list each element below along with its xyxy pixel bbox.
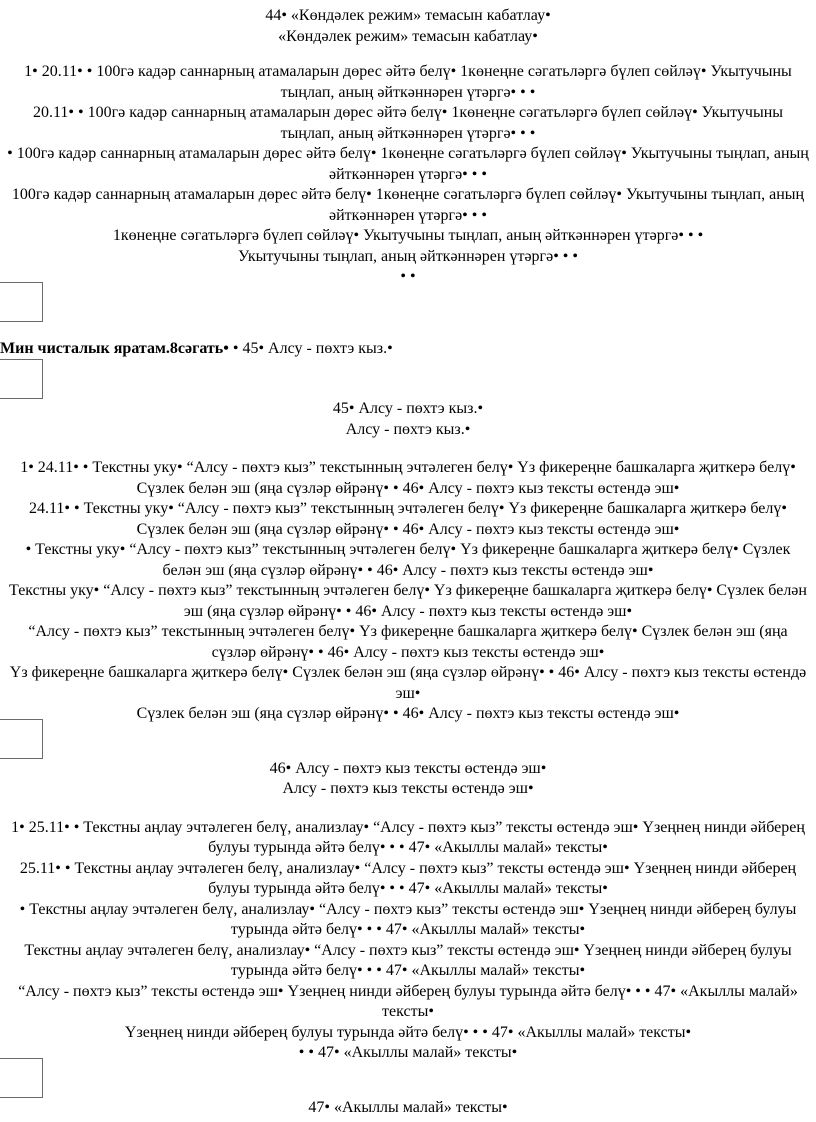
text-line: «Көндәлек режим» темасын кабатлау• — [278, 27, 538, 45]
text-line: “Алсу - пөхтэ кыз” текстынның эчтәлеген белү• Үз фикереңне башкаларга җиткерә белү• Сүзлек белән эш (яңа сүзләр өйрәнү• • 46• Алсу - пөхтэ кыз тексты өстендә эш• — [28, 623, 788, 661]
empty-table-cell-4 — [0, 1058, 43, 1098]
text-line: 46• Алсу - пөхтэ кыз тексты өстендә эш• — [269, 759, 547, 777]
text-line: • Текстны уку• “Алсу - пөхтэ кыз” текстынның эчтәлеген белү• Үз фикереңне башкаларга җиткерә белү• Сүзлек белән эш (яңа сүзләр өйрәнү• • 46• Алсу - пөхтэ кыз тексты өстендә эш• — [25, 541, 791, 579]
text-line: 1көнеңне сәгатьләргә бүлеп сөйләү• Укытучыны тыңлап, аның әйткәннәрен үтәргә• • • — [112, 227, 704, 244]
blank-line — [5, 440, 811, 458]
text-line: • • 47• «Акыллы малай» тексты• — [298, 1044, 518, 1061]
text-line: 24.11• • Текстны уку• “Алсу - пөхтэ кыз” текстынның эчтәлеген белү• Үз фикереңне башкаларга җиткерә белү• Сүзлек белән эш (яңа сүзләр өйрәнү• • 46• Алсу - пөхтэ кыз тексты өстендә эш• — [28, 500, 787, 538]
text-line: Сүзлек белән эш (яңа сүзләр өйрәнү• • 46• Алсу - пөхтэ кыз тексты өстендә эш• — [136, 705, 680, 722]
text-line: “Алсу - пөхтэ кыз” тексты өстендә эш• Үзеңнең нинди әйберең булуы турында әйтә белү• • • 47• «Акыллы малай» тексты• — [18, 982, 798, 1020]
text-line: Үз фикереңне башкаларга җиткерә белү• Сүзлек белән эш (яңа сүзләр өйрәнү• • 46• Алсу - пөхтэ кыз тексты өстендә эш• — [9, 664, 807, 702]
empty-table-cell-1 — [0, 282, 43, 322]
text-line: • Текстны аңлау эчтәлеген белү, анализлау• “Алсу - пөхтэ кыз” тексты өстендә эш• Үзеңнең нинди әйберең булуы турында әйтә белү• • • 47• «Акыллы малай» тексты• — [19, 900, 797, 938]
text-line: 1• 25.11• • Текстны аңлау эчтәлеген белү, анализлау• “Алсу - пөхтэ кыз” тексты өстендә эш• Үзеңнең нинди әйберең булуы турында әйтә белү• • • 47• «Акыллы малай» тексты• — [11, 818, 805, 856]
blank-line — [5, 47, 811, 62]
empty-table-cell-2 — [0, 359, 43, 399]
text-line: Үзеңнең нинди әйберең булуы турында әйтә белү• • • 47• «Акыллы малай» тексты• — [124, 1023, 692, 1041]
text-line: Текстны аңлау эчтәлеген белү, анализлау• “Алсу - пөхтэ кыз” тексты өстендә эш• Үзеңнең нинди әйберең булуы турында әйтә белү• • • 47• «Акыллы малай» тексты• — [24, 941, 792, 979]
text-line: 25.11• • Текстны аңлау эчтәлеген белү, анализлау• “Алсу - пөхтэ кыз” тексты өстендә эш• Үзеңнең нинди әйберең булуы турында әйтә белү• • • 47• «Акыллы малай» тексты• — [19, 859, 797, 897]
bold-lead-line — [0, 339, 811, 360]
text-line: 1• 24.11• • Текстны уку• “Алсу - пөхтэ кыз” текстынның эчтәлеген белү• Үз фикереңне башкаларга җиткерә белү• Сүзлек белән эш (яңа сүзләр өйрәнү• • 46• Алсу - пөхтэ кыз тексты өстендә эш• — [20, 459, 796, 497]
empty-table-cell-3 — [0, 719, 43, 759]
text-line: Текстны уку• “Алсу - пөхтэ кыз” текстынның эчтәлеген белү• Үз фикереңне башкаларга җиткерә белү• Сүзлек белән эш (яңа сүзләр өйрәнү• • 46• Алсу - пөхтэ кыз тексты өстендә эш• — [9, 582, 807, 620]
text-line: • 100гә кадәр саннарның атамаларын дөрес әйтә белү• 1көнеңне сәгатьләргә бүлеп сөйләү• Укытучыны тыңлап, аның әйткәннәрен үтәргә• • • — [7, 145, 809, 183]
text-line: Алсу - пөхтэ кыз тексты өстендә эш• — [282, 780, 534, 797]
text-line: 44• «Көндәлек режим» темасын кабатлау• — [265, 7, 551, 24]
text-line: 20.11• • 100гә кадәр саннарның атамаларын дөрес әйтә белү• 1көнеңне сәгатьләргә бүлеп сөйләү• Укытучыны тыңлап, аның әйткәннәрен үтәргә• • • — [32, 104, 784, 142]
text-line: 45• Алсу - пөхтэ кыз.• — [332, 400, 484, 417]
bold-lead-tail: • 45• Алсу - пөхтэ кыз.• — [228, 339, 393, 357]
text-line: 100гә кадәр саннарның атамаларын дөрес әйтә белү• 1көнеңне сәгатьләргә бүлеп сөйләү• Укытучыны тыңлап, аның әйткәннәрен үтәргә• • • — [11, 186, 805, 224]
text-line: • • — [400, 268, 416, 285]
text-line: Укытучыны тыңлап, аның әйткәннәрен үтәргә• • • — [237, 247, 579, 265]
bold-lead-text: Мин чисталык яратам.8сәгать• — [0, 339, 229, 357]
blank-line — [5, 800, 811, 818]
text-line: 47• «Акыллы малай» тексты• — [308, 1098, 508, 1116]
text-line: 1• 20.11• • 100гә кадәр саннарның атамаларын дөрес әйтә белү• 1көнеңне сәгатьләргә бүлеп сөйләү• Укытучыны тыңлап, аның әйткәннәрен үтәргә• • • — [24, 63, 792, 101]
text-line: Алсу - пөхтэ кыз.• — [345, 420, 471, 438]
